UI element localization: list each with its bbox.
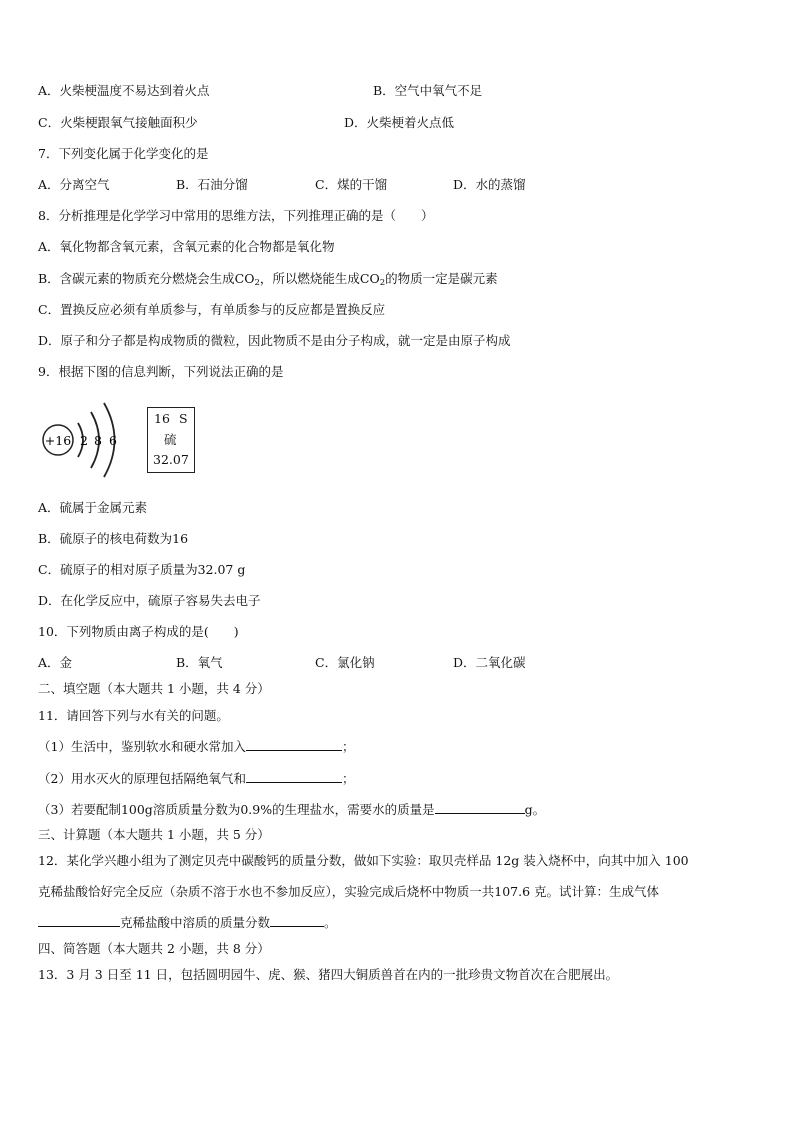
q11-part-3-blank xyxy=(435,801,525,814)
q11-part-2 xyxy=(38,770,354,788)
q12-line-3-end: 。 xyxy=(324,915,337,930)
q11-part-1 xyxy=(38,738,354,756)
q9-option-b: B．硫原子的核电荷数为16 xyxy=(38,531,189,546)
q7-option-c: C．煤的干馏 xyxy=(315,177,388,192)
q12-line-2: 克稀盐酸恰好完全反应（杂质不溶于水也不参加反应），实验完成后烧杯中物质一共107.6 克。试计算：生成气体 xyxy=(38,884,660,899)
q12-line-1: 12．某化学兴趣小组为了测定贝壳中碳酸钙的质量分数，做如下实验：取贝壳样品 12g 装入烧杯中，向其中加入 100 xyxy=(38,853,689,868)
q10-option-d: D．二氧化碳 xyxy=(453,655,526,670)
q8-stem: 8．分析推理是化学学习中常用的思维方法，下列推理正确的是（ ） xyxy=(38,208,434,223)
shell-1-count: 2 xyxy=(80,433,88,448)
q12-blank-gas xyxy=(38,914,120,927)
q8-option-b-sub1: 2 xyxy=(254,278,260,288)
q8-option-a: A．氧化物都含氧元素，含氧元素的化合物都是氧化物 xyxy=(38,239,335,254)
q11-part-2-blank xyxy=(246,770,342,783)
element-name: 硫 xyxy=(164,432,177,447)
q8-option-b-part3: 的物质一定是碳元素 xyxy=(385,271,498,286)
q11-stem: 11．请回答下列与水有关的问题。 xyxy=(38,708,229,723)
q11-part-1-blank xyxy=(246,738,342,751)
q9-option-c: C．硫原子的相对原子质量为32.07 g xyxy=(38,562,246,577)
shell-2-count: 8 xyxy=(94,433,102,448)
section-4-heading: 四、简答题（本大题共 2 小题，共 8 分） xyxy=(38,941,270,956)
q6-option-c: C．火柴梗跟氧气接触面积少 xyxy=(38,115,198,130)
q8-option-b xyxy=(38,270,498,292)
element-symbol: S xyxy=(179,411,188,426)
q7-option-a: A．分离空气 xyxy=(38,177,110,192)
periodic-element-cell xyxy=(147,407,195,473)
q9-stem: 9．根据下图的信息判断，下列说法正确的是 xyxy=(38,364,284,379)
q12-blank-fraction xyxy=(270,914,324,927)
q8-option-c: C．置换反应必须有单质参与，有单质参与的反应都是置换反应 xyxy=(38,302,386,317)
element-atomic-mass: 32.07 xyxy=(153,452,189,467)
shell-3-count: 6 xyxy=(109,433,117,448)
q6-option-b: B．空气中氧气不足 xyxy=(373,83,483,98)
atom-structure-diagram xyxy=(36,398,136,478)
q12-line-3-text: 克稀盐酸中溶质的质量分数 xyxy=(120,915,271,930)
nucleus-charge: +16 xyxy=(44,433,72,448)
q10-stem: 10．下列物质由离子构成的是( ) xyxy=(38,624,239,639)
q12-line-3 xyxy=(38,914,337,932)
q10-option-b: B．氧气 xyxy=(176,655,223,670)
q8-option-b-sub2: 2 xyxy=(379,278,386,288)
q11-part-2-text: （2）用水灭火的原理包括隔绝氧气和 xyxy=(38,771,246,786)
q11-part-1-end: ； xyxy=(341,739,355,754)
q6-option-d: D．火柴梗着火点低 xyxy=(344,115,455,130)
q10-option-c: C．氯化钠 xyxy=(315,655,375,670)
q11-part-3-end: g。 xyxy=(524,802,546,817)
section-2-heading: 二、填空题（本大题共 1 小题，共 4 分） xyxy=(38,681,270,696)
q6-option-a: A．火柴梗温度不易达到着火点 xyxy=(38,83,210,98)
section-3-heading: 三、计算题（本大题共 1 小题，共 5 分） xyxy=(38,827,270,842)
q7-stem: 7．下列变化属于化学变化的是 xyxy=(38,146,209,161)
q7-option-b: B．石油分馏 xyxy=(176,177,248,192)
q11-part-2-end: ； xyxy=(341,771,355,786)
q7-option-d: D．水的蒸馏 xyxy=(453,177,526,192)
element-atomic-number: 16 xyxy=(154,411,170,426)
q10-option-a: A．金 xyxy=(38,655,73,670)
q11-part-3-text: （3）若要配制100g溶质质量分数为0.9%的生理盐水，需要水的质量是 xyxy=(38,802,435,817)
q13-stem: 13．3 月 3 日至 11 日，包括圆明园牛、虎、猴、猪四大铜质兽首在内的一批珍贵文物首次在合肥展出。 xyxy=(38,967,619,982)
q11-part-3 xyxy=(38,801,545,819)
q9-option-d: D．在化学反应中，硫原子容易失去电子 xyxy=(38,593,261,608)
q8-option-b-part2: ，所以燃烧能生成CO xyxy=(259,271,380,286)
q9-option-a: A．硫属于金属元素 xyxy=(38,500,148,515)
q8-option-d: D．原子和分子都是构成物质的微粒，因此物质不是由分子构成，就一定是由原子构成 xyxy=(38,333,511,348)
q11-part-1-text: （1）生活中，鉴别软水和硬水常加入 xyxy=(38,739,246,754)
q8-option-b-part1: B．含碳元素的物质充分燃烧会生成CO xyxy=(38,271,255,286)
